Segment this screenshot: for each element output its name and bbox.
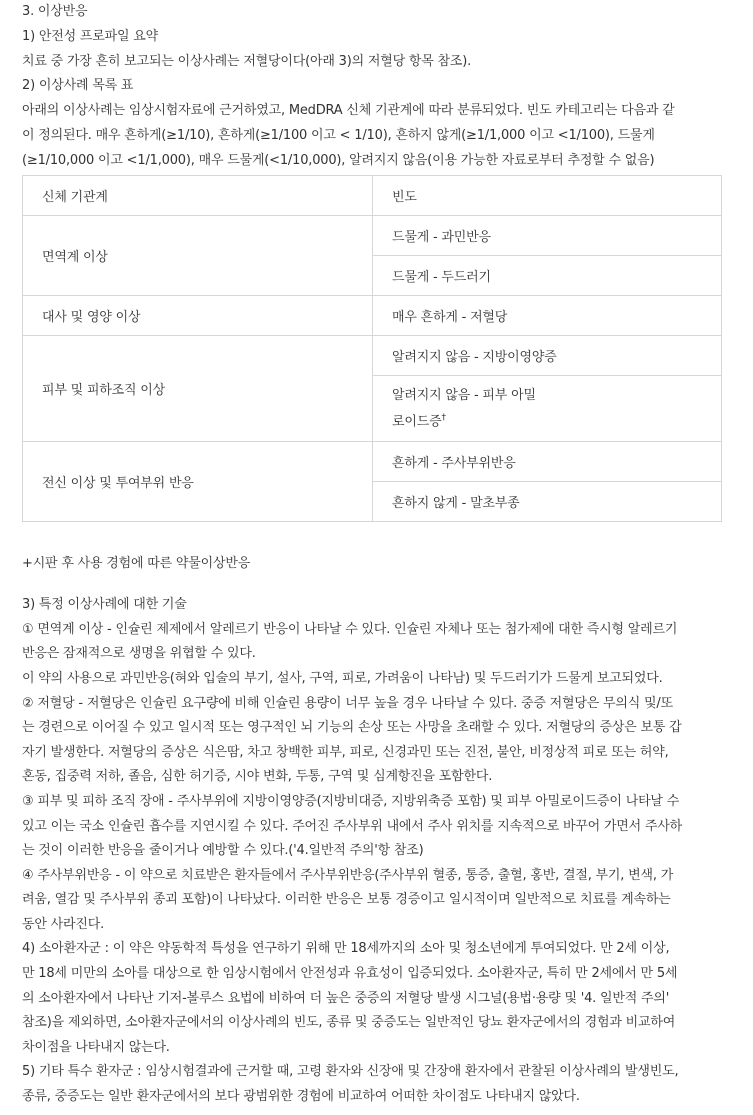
body-line: 4) 소아환자군 : 이 약은 약동학적 특성을 연구하기 위해 만 18세까지의 소아 및 청소년에게 투여되었다. 만 2세 이상,	[22, 941, 670, 957]
body-line: 종류, 중증도는 일반 환자군에서의 보다 광범위한 경험에 비교하여 어떠한 차이점도 나타내지 않았다.	[22, 1089, 580, 1105]
table-row	[23, 441, 722, 481]
organ-class-cell: 피부 및 피하조직 이상	[23, 335, 373, 441]
body-line: ③ 피부 및 피하 조직 장애 - 주사부위에 지방이영양증(지방비대증, 지방위축증 포함) 및 피부 아밀로이드증이 나타날 수	[22, 793, 680, 809]
table-footnote: +시판 후 사용 경험에 따른 약물이상반응	[22, 555, 251, 571]
body-line: 5) 기타 특수 환자군 : 임상시험결과에 근거할 때, 고령 환자와 신장애 및 간장애 환자에서 관찰된 이상사례의 발생빈도,	[22, 1064, 679, 1080]
subsection-2-title: 2) 이상사례 목록 표	[22, 78, 134, 94]
body-line: ④ 주사부위반응 - 이 약으로 치료받은 환자들에서 주사부위반응(주사부위 혈종, 통증, 출혈, 홍반, 결절, 부기, 변색, 가	[22, 867, 674, 883]
body-line: 차이점을 나타내지 않는다.	[22, 1039, 170, 1055]
body-line: 동안 사라진다.	[22, 916, 105, 932]
organ-class-cell: 대사 및 영양 이상	[23, 295, 373, 335]
section-heading: 3. 이상반응	[22, 4, 88, 19]
body-line: ② 저혈당 - 저혈당은 인슐린 요구량에 비해 인슐린 용량이 너무 높을 경우 나타날 수 있다. 중증 저혈당은 무의식 및/또	[22, 695, 673, 711]
frequency-cell: 드물게 - 과민반응	[373, 215, 722, 255]
frequency-cell: 흔하지 않게 - 말초부종	[373, 481, 722, 521]
frequency-cell: 드물게 - 두드러기	[373, 255, 722, 295]
body-line: 혼동, 집중력 저하, 졸음, 심한 허기증, 시야 변화, 두통, 구역 및 심계항진을 포함한다.	[22, 769, 493, 785]
adverse-event-table	[22, 175, 722, 522]
table-header-row	[23, 175, 722, 215]
intro-line: 아래의 이상사례는 임상시험자료에 근거하였고, MedDRA 신체 기관계에 따라 분류되었다. 빈도 카테고리는 다음과 같	[22, 103, 675, 119]
intro-line: (≥1/10,000 이고 <1/1,000), 매우 드물게(<1/10,000), 알려지지 않음(이용 가능한 자료로부터 추정할 수 없음)	[22, 152, 655, 168]
body-line: 자기 발생한다. 저혈당의 증상은 식은땀, 차고 창백한 피부, 피로, 신경과민 또는 진전, 불안, 비정상적 피로 또는 허약,	[22, 744, 669, 760]
frequency-cell: 매우 흔하게 - 저혈당	[373, 295, 722, 335]
dagger-mark: †	[441, 412, 446, 423]
body-line: 반응은 잠재적으로 생명을 위협할 수 있다.	[22, 646, 256, 662]
body-line: 이 약의 사용으로 과민반응(혀와 입술의 부기, 설사, 구역, 피로, 가려움이 나타남) 및 두드러기가 드물게 보고되었다.	[22, 670, 663, 686]
body-line: ① 면역계 이상 - 인슐린 제제에서 알레르기 반응이 나타날 수 있다. 인슐린 자체나 또는 첨가제에 대한 즉시형 알레르기	[22, 621, 678, 637]
table-row	[23, 335, 722, 375]
body-line: 있고 이는 국소 인슐린 흡수를 지연시킬 수 있다. 주어진 주사부위 내에서 주사 위치를 지속적으로 바꾸어 가면서 주사하	[22, 818, 683, 834]
organ-class-cell: 면역계 이상	[23, 215, 373, 295]
body-line: 는 경련으로 이어질 수 있고 일시적 또는 영구적인 뇌 기능의 손상 또는 사망을 초래할 수 있다. 저혈당의 증상은 보통 갑	[22, 720, 682, 736]
header-frequency: 빈도	[373, 175, 722, 215]
header-organ-class: 신체 기관계	[23, 175, 373, 215]
subsection-3-title: 3) 특정 이상사례에 대한 기술	[22, 597, 187, 613]
frequency-cell: 알려지지 않음 - 지방이영양증	[373, 335, 722, 375]
body-line: 참조)을 제외하면, 소아환자군에서의 이상사례의 빈도, 종류 및 중증도는 일반적인 당뇨 환자군에서의 경험과 비교하여	[22, 1015, 676, 1031]
body-line: 의 소아환자에서 나타난 기저-볼루스 요법에 비하여 더 높은 중증의 저혈당 발생 시그널(용법·용량 및 '4. 일반적 주의'	[22, 990, 670, 1006]
body-line: 는 것이 이러한 반응을 줄이거나 예방할 수 있다.('4.일반적 주의'항 참조)	[22, 843, 424, 859]
frequency-cell	[373, 375, 722, 441]
subsection-1-title: 1) 안전성 프로파일 요약	[22, 28, 158, 44]
table-row	[23, 215, 722, 255]
body-line: 만 18세 미만의 소아를 대상으로 한 임상시험에서 안전성과 유효성이 입증되었다. 소아환자군, 특히 만 2세에서 만 5세	[22, 966, 678, 982]
intro-line: 이 정의된다. 매우 흔하게(≥1/10), 흔하게(≥1/100 이고 < 1/10), 흔하지 않게(≥1/1,000 이고 <1/100), 드물게	[22, 127, 655, 143]
subsection-1-text: 치료 중 가장 흔히 보고되는 이상사례는 저혈당이다(아래 3)의 저혈당 항목 참조).	[22, 53, 472, 69]
organ-class-cell: 전신 이상 및 투여부위 반응	[23, 441, 373, 521]
frequency-text-line: 알려지지 않음 - 피부 아밀	[392, 387, 536, 403]
frequency-text-line: 로이드증	[392, 414, 442, 430]
table-row	[23, 295, 722, 335]
body-line: 려움, 열감 및 주사부위 종괴 포함)이 나타났다. 이러한 반응은 보통 경증이고 일시적이며 일반적으로 치료를 계속하는	[22, 892, 671, 908]
frequency-cell: 흔하게 - 주사부위반응	[373, 441, 722, 481]
